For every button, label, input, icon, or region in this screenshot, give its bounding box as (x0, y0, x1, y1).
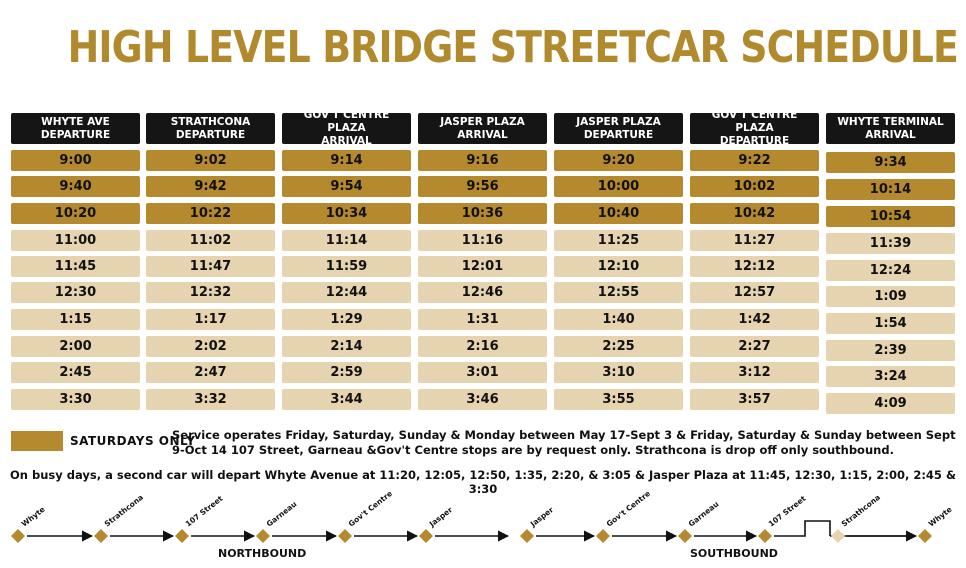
stop-marker-icon (175, 529, 189, 543)
schedule-cell: 9:16 (418, 150, 547, 171)
schedule-cell: 1:15 (11, 309, 140, 330)
stop-marker-icon (831, 529, 845, 543)
column-header: WHYTE AVE DEPARTURE (11, 113, 140, 144)
schedule-cell: 1:29 (282, 309, 411, 330)
schedule-cell: 9:20 (554, 150, 683, 171)
schedule-cell: 3:24 (826, 366, 955, 387)
schedule-cell: 2:27 (690, 336, 819, 357)
schedule-cell: 2:39 (826, 340, 955, 361)
schedule-cell: 10:36 (418, 203, 547, 224)
legend-label: SATURDAYS ONLY (70, 434, 196, 448)
schedule-cell: 12:24 (826, 260, 955, 281)
schedule-cell: 9:22 (690, 150, 819, 171)
stop-label: Whyte (19, 504, 47, 529)
stop-marker-icon (419, 529, 433, 543)
schedule-cell: 9:42 (146, 176, 275, 197)
stop-marker-icon (678, 529, 692, 543)
stop-label: Garneau (686, 499, 721, 529)
schedule-cell: 3:30 (11, 389, 140, 410)
schedule-cell: 3:46 (418, 389, 547, 410)
schedule-cell: 12:57 (690, 282, 819, 303)
stop-marker-icon (520, 529, 534, 543)
stop-label: Strathcona (839, 492, 883, 529)
schedule-column (826, 113, 955, 411)
schedule-cell: 10:54 (826, 206, 955, 227)
stop-marker-icon (94, 529, 108, 543)
schedule-cell: 12:55 (554, 282, 683, 303)
schedule-cell: 3:44 (282, 389, 411, 410)
schedule-cell: 2:59 (282, 362, 411, 383)
column-header: STRATHCONA DEPARTURE (146, 113, 275, 144)
page-title: HIGH LEVEL BRIDGE STREETCAR SCHEDULE (67, 22, 958, 73)
schedule-cell: 1:40 (554, 309, 683, 330)
schedule-cell: 10:34 (282, 203, 411, 224)
schedule-cell: 1:09 (826, 286, 955, 307)
stop-label: 107 Street (183, 493, 225, 529)
schedule-cell: 11:59 (282, 256, 411, 277)
stop-label: Jasper (427, 505, 455, 529)
stop-marker-icon (758, 529, 772, 543)
stop-label: Garneau (264, 499, 299, 529)
column-header: JASPER PLAZA ARRIVAL (418, 113, 547, 144)
schedule-cell: 3:32 (146, 389, 275, 410)
schedule-cell: 9:40 (11, 176, 140, 197)
schedule-column (11, 113, 140, 407)
schedule-column (418, 113, 547, 407)
schedule-cell: 12:01 (418, 256, 547, 277)
stop-label: Gov't Centre (604, 488, 652, 529)
southbound-label: SOUTHBOUND (690, 547, 778, 560)
legend-swatch-saturday (11, 431, 63, 451)
column-header: WHYTE TERMINAL ARRIVAL (826, 113, 955, 144)
schedule-cell: 9:14 (282, 150, 411, 171)
schedule-cell: 10:42 (690, 203, 819, 224)
schedule-cell: 1:17 (146, 309, 275, 330)
stop-label: Gov't Centre (346, 488, 394, 529)
schedule-cell: 12:44 (282, 282, 411, 303)
schedule-cell: 11:16 (418, 230, 547, 251)
schedule-cell: 3:10 (554, 362, 683, 383)
schedule-cell: 1:54 (826, 313, 955, 334)
column-header: GOV'T CENTRE PLAZA ARRIVAL (282, 113, 411, 144)
schedule-cell: 3:55 (554, 389, 683, 410)
schedule-cell: 2:16 (418, 336, 547, 357)
schedule-cell: 12:12 (690, 256, 819, 277)
northbound-label: NORTHBOUND (218, 547, 307, 560)
route-diagram (0, 488, 966, 550)
stop-marker-icon (918, 529, 932, 543)
schedule-cell: 11:00 (11, 230, 140, 251)
stop-marker-icon (596, 529, 610, 543)
schedule-cell: 3:01 (418, 362, 547, 383)
schedule-cell: 10:00 (554, 176, 683, 197)
schedule-cell: 2:25 (554, 336, 683, 357)
schedule-cell: 9:00 (11, 150, 140, 171)
schedule-cell: 12:10 (554, 256, 683, 277)
route-bypass-line (774, 521, 830, 536)
schedule-cell: 12:46 (418, 282, 547, 303)
column-header: JASPER PLAZA DEPARTURE (554, 113, 683, 144)
schedule-cell: 10:02 (690, 176, 819, 197)
schedule-cell: 11:02 (146, 230, 275, 251)
schedule-cell: 10:14 (826, 179, 955, 200)
schedule-cell: 2:00 (11, 336, 140, 357)
schedule-column (282, 109, 411, 407)
schedule-cell: 2:14 (282, 336, 411, 357)
schedule-cell: 9:34 (826, 152, 955, 173)
stop-label: 107 Street (766, 493, 808, 529)
schedule-cell: 1:31 (418, 309, 547, 330)
schedule-cell: 10:22 (146, 203, 275, 224)
stop-label: Whyte (926, 504, 954, 529)
schedule-cell: 2:45 (11, 362, 140, 383)
service-note: Service operates Friday, Saturday, Sunday & Monday between May 17-Sept 3 & Friday, Saturday & Sunday between Sept 9-Oct 14 107 Street, Garneau &Gov't Centre stops are by request only. Strathcona is drop off only southbound. (172, 428, 956, 457)
stop-label: Strathcona (102, 492, 146, 529)
schedule-cell: 11:27 (690, 230, 819, 251)
schedule-cell: 12:30 (11, 282, 140, 303)
schedule-column (690, 109, 819, 407)
schedule-cell: 11:45 (11, 256, 140, 277)
schedule-cell: 11:39 (826, 233, 955, 254)
schedule-cell: 11:47 (146, 256, 275, 277)
schedule-column (146, 113, 275, 407)
stop-label: Jasper (528, 505, 556, 529)
schedule-cell: 9:56 (418, 176, 547, 197)
schedule-cell: 2:47 (146, 362, 275, 383)
schedule-cell: 9:02 (146, 150, 275, 171)
schedule-cell: 10:20 (11, 203, 140, 224)
stop-marker-icon (11, 529, 25, 543)
stop-marker-icon (256, 529, 270, 543)
schedule-cell: 4:09 (826, 393, 955, 414)
schedule-column (554, 113, 683, 407)
schedule-cell: 10:40 (554, 203, 683, 224)
schedule-cell: 11:14 (282, 230, 411, 251)
schedule-cell: 11:25 (554, 230, 683, 251)
column-header: GOV'T CENTRE PLAZA DEPARTURE (690, 113, 819, 144)
schedule-cell: 2:02 (146, 336, 275, 357)
busy-days-note: On busy days, a second car will depart Whyte Avenue at 11:20, 12:05, 12:50, 1:35, 2:20, & 3:05 & Jasper Plaza at 11:45, 12:30, 1:15, 2:00, 2:45 & 3:30 (10, 468, 956, 496)
schedule-cell: 3:57 (690, 389, 819, 410)
schedule-cell: 12:32 (146, 282, 275, 303)
schedule-cell: 9:54 (282, 176, 411, 197)
stop-marker-icon (338, 529, 352, 543)
schedule-cell: 1:42 (690, 309, 819, 330)
schedule-cell: 3:12 (690, 362, 819, 383)
